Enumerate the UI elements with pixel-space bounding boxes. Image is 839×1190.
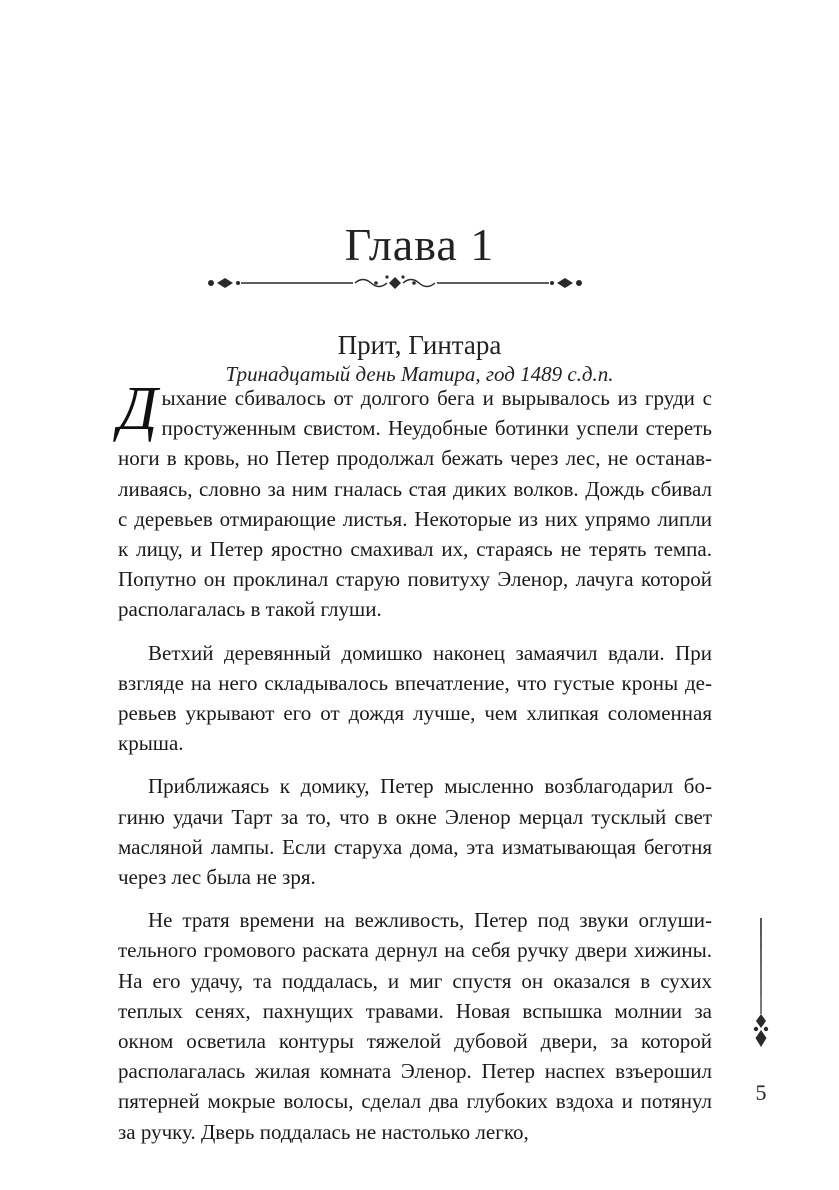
paragraph: Ветхий деревянный домишко наконец замаячил вдали. При взгляде на него складывалось впечатление, что густые кроны деревьев укрывают его от дождя лучше, чем хлипкая соломенная крыша. [118, 640, 712, 756]
paragraph-text: ыхание сбивалось от долгого бега и вырывалось из груди с простуженным свистом. Неудобные ботинки успели стереть ноги в кровь, но Петер продолжал бежать через лес, не останавливаясь, словно за ним гналась стая диких волков. Дождь сбивал с деревьев отмирающие листья. Некоторые из них упрямо липли к лицу, и Петер яростно смахивал их, стараясь не терять темпа. Попутно он проклинал старую повитуху Эленор, лачуга которой располагалась в такой глуши. [118, 386, 712, 622]
flourish-divider-icon [205, 268, 585, 298]
paragraph [118, 375, 712, 625]
paragraph: Не тратя времени на вежливость, Петер под звуки оглушительного громового раската дернул на себя ручку двери хижины. На его удачу, та поддалась, и миг спустя он оказался в сухих теплых сенях, пахнущих травами. Новая вспышка молнии за окном осветила контуры тяжелой дубовой двери, за которой располагалась жилая комната Эленор. Петер наспех взъерошил пятерней мокрые волосы, сделал два глубоких вздоха и потянул за ручку. Дверь поддалась не настолько легко, [118, 908, 712, 1144]
page-number: 5 [755, 1080, 767, 1105]
body-text [118, 375, 712, 1160]
vertical-flourish-icon [748, 918, 774, 1058]
chapter-title: Глава 1 [344, 219, 495, 270]
dateline: Тринадцатый день Матира, год 1489 с.д.п. [225, 362, 614, 386]
paragraph: Приближаясь к домику, Петер мысленно возблагодарил богиню удачи Тарт за то, что в окне Эленор мерцал тусклый свет масляной лампы. Если старуха дома, эта изматывающая беготня через лес была не зря. [118, 774, 712, 890]
section-title: Прит, Гинтара [337, 330, 502, 360]
drop-cap: Д [118, 375, 158, 443]
